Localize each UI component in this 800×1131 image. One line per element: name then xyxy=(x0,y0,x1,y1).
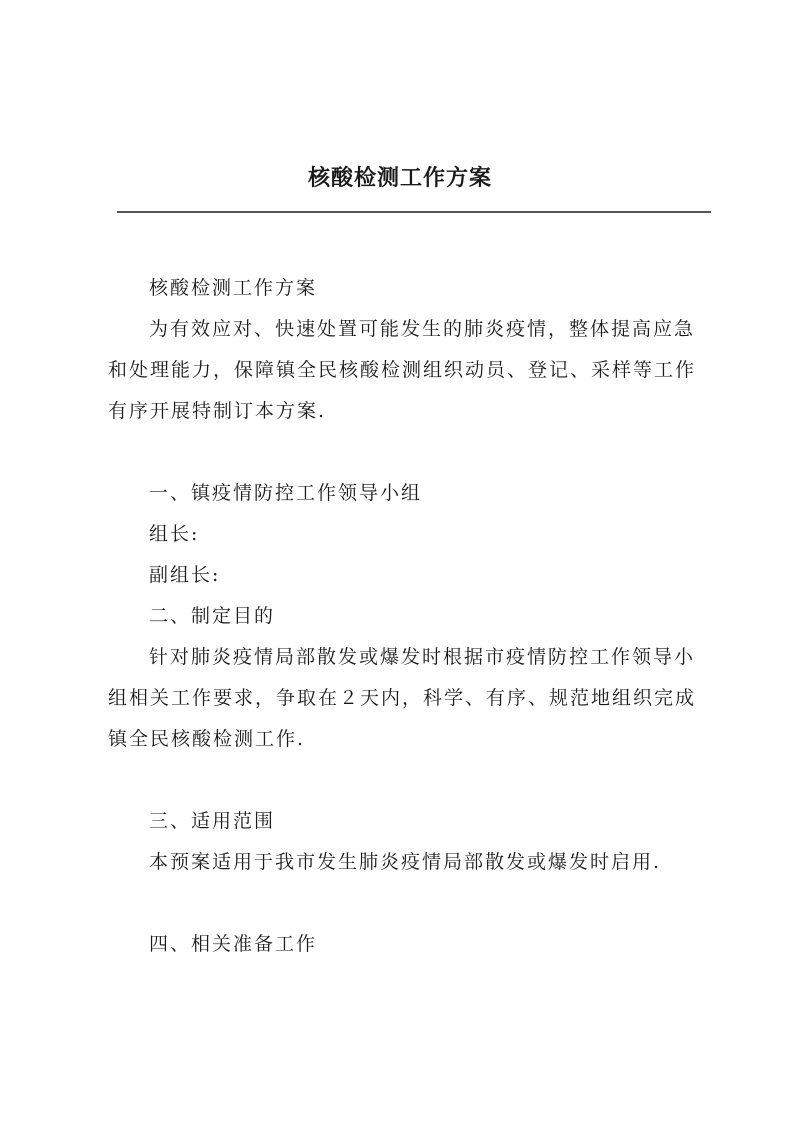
leader-label: 组长: xyxy=(149,523,200,545)
paragraph-gap xyxy=(108,883,708,924)
paragraph-gap xyxy=(108,432,708,473)
intro-paragraph: 为有效应对、快速处置可能发生的肺炎疫情，整体提高应急和处理能力，保障镇全民核酸检测组织动员、登记、采样等工作有序开展特制订本方案. xyxy=(108,318,697,422)
section-4-heading: 四、相关准备工作 xyxy=(149,933,318,955)
document-body xyxy=(108,268,708,965)
section-2-paragraph: 针对肺炎疫情局部散发或爆发时根据市疫情防控工作领导小组相关工作要求，争取在２天内，科学、有序、规范地组织完成镇全民核酸检测工作. xyxy=(108,646,697,750)
section-2-heading: 二、制定目的 xyxy=(149,605,276,627)
title-divider xyxy=(117,211,711,213)
heading-repeat: 核酸检测工作方案 xyxy=(149,277,318,299)
section-1-heading: 一、镇疫情防控工作领导小组 xyxy=(149,482,423,504)
deputy-leader-label: 副组长: xyxy=(149,564,221,586)
document-title: 核酸检测工作方案 xyxy=(307,165,492,191)
paragraph-gap xyxy=(108,760,708,801)
section-3-paragraph: 本预案适用于我市发生肺炎疫情局部散发或爆发时启用. xyxy=(149,851,662,873)
section-3-heading: 三、适用范围 xyxy=(149,810,276,832)
